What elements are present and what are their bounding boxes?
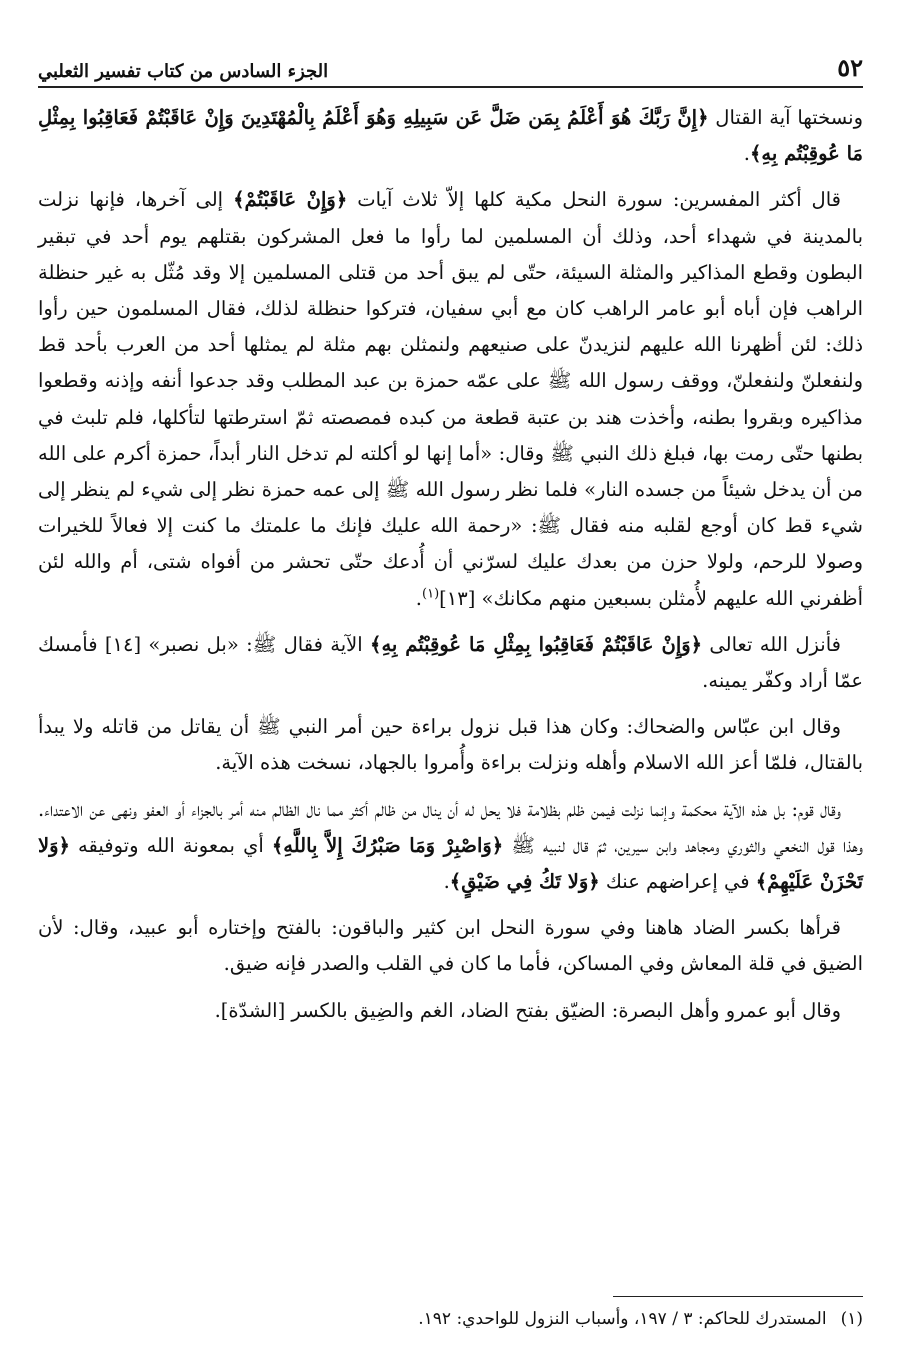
text-span: . [743,142,750,166]
footnote-number: (١) [840,1309,863,1329]
page-header [38,52,863,88]
paragraph-5 [38,792,863,901]
text-span: وقال أبو عمرو وأهل البصرة: الضيّق بفتح الضاد، الغم والضِيق بالكسر [الشدّة]. [214,998,841,1022]
quran-verse: ﴿وَإِنْ عَاقَبْتُمْ فَعَاقِبُوا بِمِثْلِ مَا عُوقِبْتُم بِهِ﴾ [370,632,703,656]
page-number: ٥٢ [837,53,863,82]
text-span: أي بمعونة الله وتوفيقه [69,833,272,857]
text-span: قرأها بكسر الضاد هاهنا وفي سورة النحل ابن كثير والباقون: بالفتح وإختاره أبو عبيد، وقال: لأن الضيق في قلة المعاش وفي المساكن، فأما ما كان في القلب والصدر فإنه ضيق. [38,916,863,976]
text-span: الآية فقال ﷺ: «بل نصبر» [١٤] فأمسك عمّا أراد وكفّر يمينه. [38,632,863,693]
quran-verse: ﴿وَلا تَحْزَنْ عَلَيْهِمْ﴾ [38,833,863,894]
text-span: . [415,586,422,610]
text-span: وقال ابن عبّاس والضحاك: وكان هذا قبل نزول براءة حين أمر النبي ﷺ أن يقاتل من قاتله ولا يبدأ بالقتال، فلمّا أعز الله الاسلام وأهله ونزلت براءة وأُمروا بالجهاد، نسخت هذه الآية. [38,715,863,775]
text-span: إلى آخرها، فإنها نزلت بالمدينة في شهداء أحد، وذلك أن المسلمين لما رأوا ما فعل المشركون بقتلهم يوم أحد في تبقير البطون وقطع المذاكير والمثلة السيئة، حتّى لم يبق أحد من قتلى المسلمين إلا وقد مُثّل به غير حنظلة الراهب فإن أباه أبو عامر الراهب كان مع أبي سفيان، فتركوا حنظلة لذلك، فقال المسلمون حين رأوا ذلك: لئن أظهرنا الله عليهم لنزيدنّ على صنيعهم ولنمثلن بهم مثلة لم يمثلها أحد من العرب بأحد قط ولنفعلنّ ولنفعلنّ، ووقف رسول الله ﷺ على عمّه حمزة بن عبد المطلب وقد جدعوا أنفه وإذنه وقطعوا مذاكيره وبقروا بطنه، وأخذت هند بن عتبة قطعة من كبده فمصصته ثمّ استرطتها لتأكلها، فلم تلبث في بطنها حتّى رمت بها، فبلغ ذلك النبي ﷺ وقال: «أما إنها لو أكلته لم تدخل النار أبداً، حمزة أكرم على الله من أن يدخل شيئاً من جسده النار» فلما نظر رسول الله ﷺ إلى عمه حمزة نظر إلى شيء لم ينظر إلى شيء قط كان أوجع لقلبه منه فقال ﷺ: «رحمة الله عليك فإنك ما علمتك ما كنت إلا فعالاً للخيرات وصولا للرحم، ولولا حزن من بعدك عليك لسرّني أن أُدعك حتّى تحشر من أفواه شتى، أم والله لئن أظفرني الله عليهم لأُمثلن بسبعين منهم مكانك» [١٣] [38,188,863,610]
text-span: وقال قوم: بل هذه الآية محكمة وإنما نزلت فيمن ظلم بظلامة فلا يحل له أن ينال من ظالم أكثر مما نال الظالم منه أمر بالجزاء أو العفو ونهى عن الاعتداء. وهذا قول النخعي والثوري ومجاهد وابن سيرين، ثمّ قال لنبيه ﷺ [38,797,863,857]
paragraph-1 [38,100,863,172]
paragraph-2 [38,182,863,616]
text-span: فأنزل الله تعالى [702,632,841,656]
paragraph-3 [38,627,863,699]
main-text [38,100,863,1039]
running-title: الجزء السادس من كتاب تفسير الثعلبي [38,61,329,82]
paragraph-7 [38,993,863,1029]
footnote [38,1304,863,1334]
quran-verse: ﴿وَاصْبِرْ وَمَا صَبْرُكَ إِلاَّ بِاللَّهِ﴾ [271,833,504,857]
quran-verse: ﴿إِنَّ رَبَّكَ هُوَ أَعْلَمُ بِمَن ضَلَّ عَن سَبِيلِهِ وَهُوَ أَعْلَمُ بِالْمُهْتَدِينَ وَإِنْ عَاقَبْتُمْ فَعَاقِبُوا بِمِثْلِ مَا عُوقِبْتُم بِهِ﴾ [38,106,863,166]
footnote-divider [613,1296,863,1297]
text-span: قال أكثر المفسرين: سورة النحل مكية كلها إلاّ ثلاث آيات [347,188,841,212]
text-span: ونسختها آية القتال [708,106,863,129]
quran-verse: ﴿وَإِنْ عَاقَبْتُمْ﴾ [233,188,348,212]
paragraph-6 [38,910,863,982]
text-span: . [443,870,450,894]
footnote-text: المستدرك للحاكم: ٣ / ١٩٧، وأسباب النزول للواحدي: ١٩٢. [418,1309,827,1329]
footnote-reference[interactable]: (١) [422,586,440,602]
paragraph-4 [38,709,863,781]
text-span: في إعراضهم عنك [599,870,756,894]
quran-verse: ﴿وَلا تَكُ فِي ضَيْقٍ﴾ [449,870,600,894]
